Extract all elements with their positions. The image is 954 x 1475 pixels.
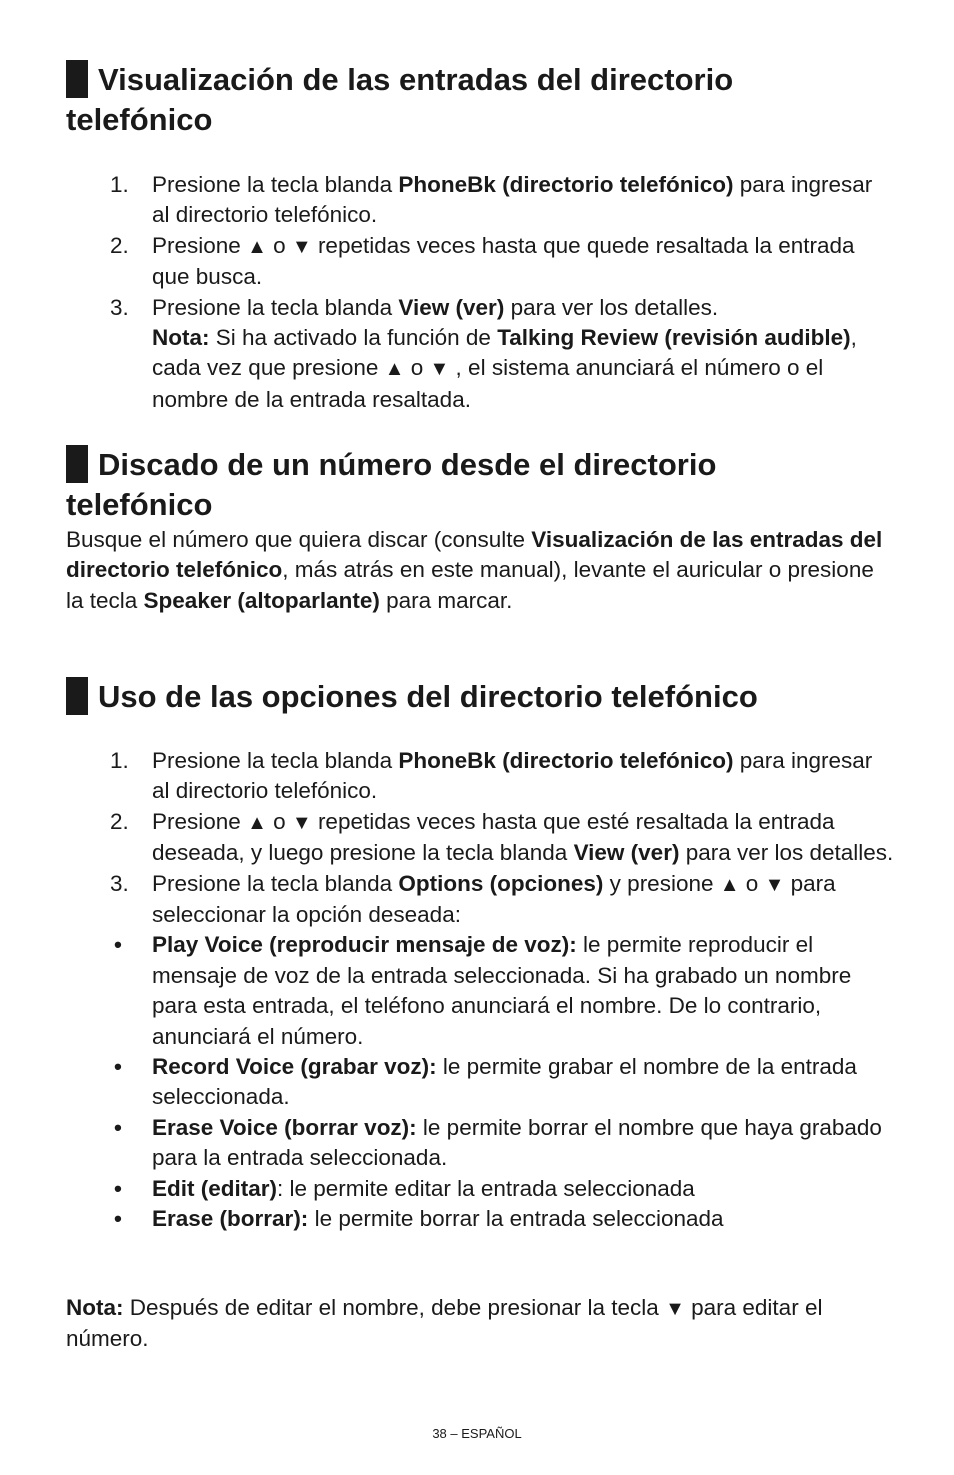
- up-arrow-icon: ▲: [384, 358, 405, 381]
- section-heading: Discado de un número desde el directorio telefónico: [66, 447, 717, 522]
- section-dial-number: [66, 445, 896, 616]
- bullet-list: [66, 930, 896, 1234]
- note-paragraph: Nota: Después de editar el nombre, debe presionar la tecla ▼ para editar el número.: [66, 1295, 823, 1352]
- page-footer: 38 – ESPAÑOL: [432, 1426, 522, 1441]
- down-arrow-icon: ▼: [429, 358, 450, 381]
- list-item: 3. Presione la tecla blanda Options (opciones) y presione ▲ o ▼ para seleccionar la opción deseada:: [110, 870, 836, 928]
- down-arrow-icon: ▼: [291, 811, 312, 834]
- note-edit-number: [66, 1293, 896, 1355]
- up-arrow-icon: ▲: [247, 811, 267, 834]
- list-item: • Record Voice (grabar voz): le permite grabar el nombre de la entrada seleccionada.: [114, 1054, 857, 1110]
- heading-bar-icon: [66, 60, 88, 98]
- section-heading: Uso de las opciones del directorio telefónico: [66, 677, 896, 717]
- numbered-list: [66, 746, 896, 930]
- down-arrow-icon: ▼: [764, 873, 785, 896]
- list-item: • Erase Voice (borrar voz): le permite borrar el nombre que haya grabado para la entrada seleccionada.: [114, 1114, 882, 1171]
- up-arrow-icon: ▲: [719, 873, 740, 896]
- numbered-list: [66, 170, 896, 415]
- list-item: 3. Presione la tecla blanda View (ver) para ver los detalles. Nota: Si ha activado la función de Talking Review (revisión audible), cada vez que presione ▲ o ▼ , el sistema anunciará el número o el nombre de la entrada resaltada.: [110, 294, 857, 412]
- section-heading: Visualización de las entradas del directorio telefónico: [66, 62, 734, 137]
- down-arrow-icon: ▼: [665, 1298, 685, 1320]
- list-item: 2. Presione ▲ o ▼ repetidas veces hasta que esté resaltada la entrada deseada, y luego presione la tecla blanda View (ver) para ver los detalles.: [110, 808, 894, 866]
- heading-bar-icon: [66, 445, 88, 483]
- list-item: • Edit (editar): le permite editar la entrada seleccionada: [66, 1174, 896, 1204]
- bullet-icon: •: [114, 1054, 122, 1080]
- section-view-entries: [66, 60, 896, 140]
- up-arrow-icon: ▲: [247, 235, 267, 258]
- bullet-icon: •: [114, 1206, 122, 1232]
- bullet-icon: •: [114, 932, 122, 958]
- bullet-icon: •: [114, 1114, 122, 1140]
- list-item: • Erase (borrar): le permite borrar la entrada seleccionada: [66, 1204, 896, 1234]
- heading-bar-icon: [66, 677, 88, 715]
- list-item: 1. Presione la tecla blanda PhoneBk (directorio telefónico) para ingresar al directorio telefónico.: [110, 172, 873, 228]
- list-item: 2. Presione ▲ o ▼ repetidas veces hasta que quede resaltada la entrada que busca.: [110, 232, 855, 290]
- steps-view-entries: [66, 170, 896, 415]
- steps-phonebook-options: [66, 746, 896, 1235]
- down-arrow-icon: ▼: [291, 235, 312, 258]
- paragraph: Busque el número que quiera discar (consulte Visualización de las entradas del directorio telefónico, más atrás en este manual), levante el auricular o presione la tecla Speaker (altoparlante) para marcar.: [66, 527, 883, 613]
- list-item: 1. Presione la tecla blanda PhoneBk (directorio telefónico) para ingresar al directorio telefónico.: [110, 748, 873, 804]
- bullet-icon: •: [114, 1175, 122, 1201]
- list-item: • Play Voice (reproducir mensaje de voz): le permite reproducir el mensaje de voz de la entrada seleccionada. Si ha grabado un nombre para esta entrada, el teléfono anunciará el nombre. De lo contrario, anunciará el número.: [114, 932, 852, 1049]
- section-phonebook-options: [66, 677, 896, 717]
